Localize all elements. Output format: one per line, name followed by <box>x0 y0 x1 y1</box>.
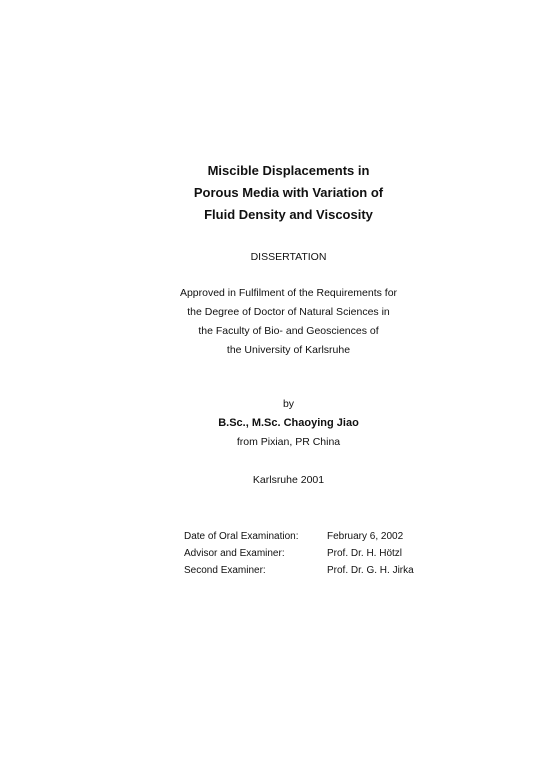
author-origin: from Pixian, PR China <box>236 436 341 448</box>
detail-label: Date of Oral Examination: <box>184 531 299 542</box>
detail-value: February 6, 2002 <box>327 531 404 542</box>
title-line-3: Fluid Density and Viscosity <box>204 207 373 222</box>
title-line-1: Miscible Displacements in <box>207 163 370 178</box>
detail-value: Prof. Dr. G. H. Jirka <box>327 565 414 576</box>
detail-label: Second Examiner: <box>184 565 266 576</box>
approval-line-3: the Faculty of Bio- and Geosciences of <box>198 325 379 337</box>
approval-line-4: the University of Karlsruhe <box>226 344 351 356</box>
approval-line-2: the Degree of Doctor of Natural Sciences in <box>187 306 390 318</box>
detail-label: Advisor and Examiner: <box>184 548 285 559</box>
by-label: by <box>282 398 295 410</box>
place-year: Karlsruhe 2001 <box>252 474 325 486</box>
title-line-2: Porous Media with Variation of <box>193 185 384 200</box>
author-name: B.Sc., M.Sc. Chaoying Jiao <box>218 417 359 429</box>
detail-value: Prof. Dr. H. Hötzl <box>327 548 403 559</box>
approval-line-1: Approved in Fulfilment of the Requirements for <box>179 287 398 299</box>
document-type: DISSERTATION <box>250 251 327 263</box>
